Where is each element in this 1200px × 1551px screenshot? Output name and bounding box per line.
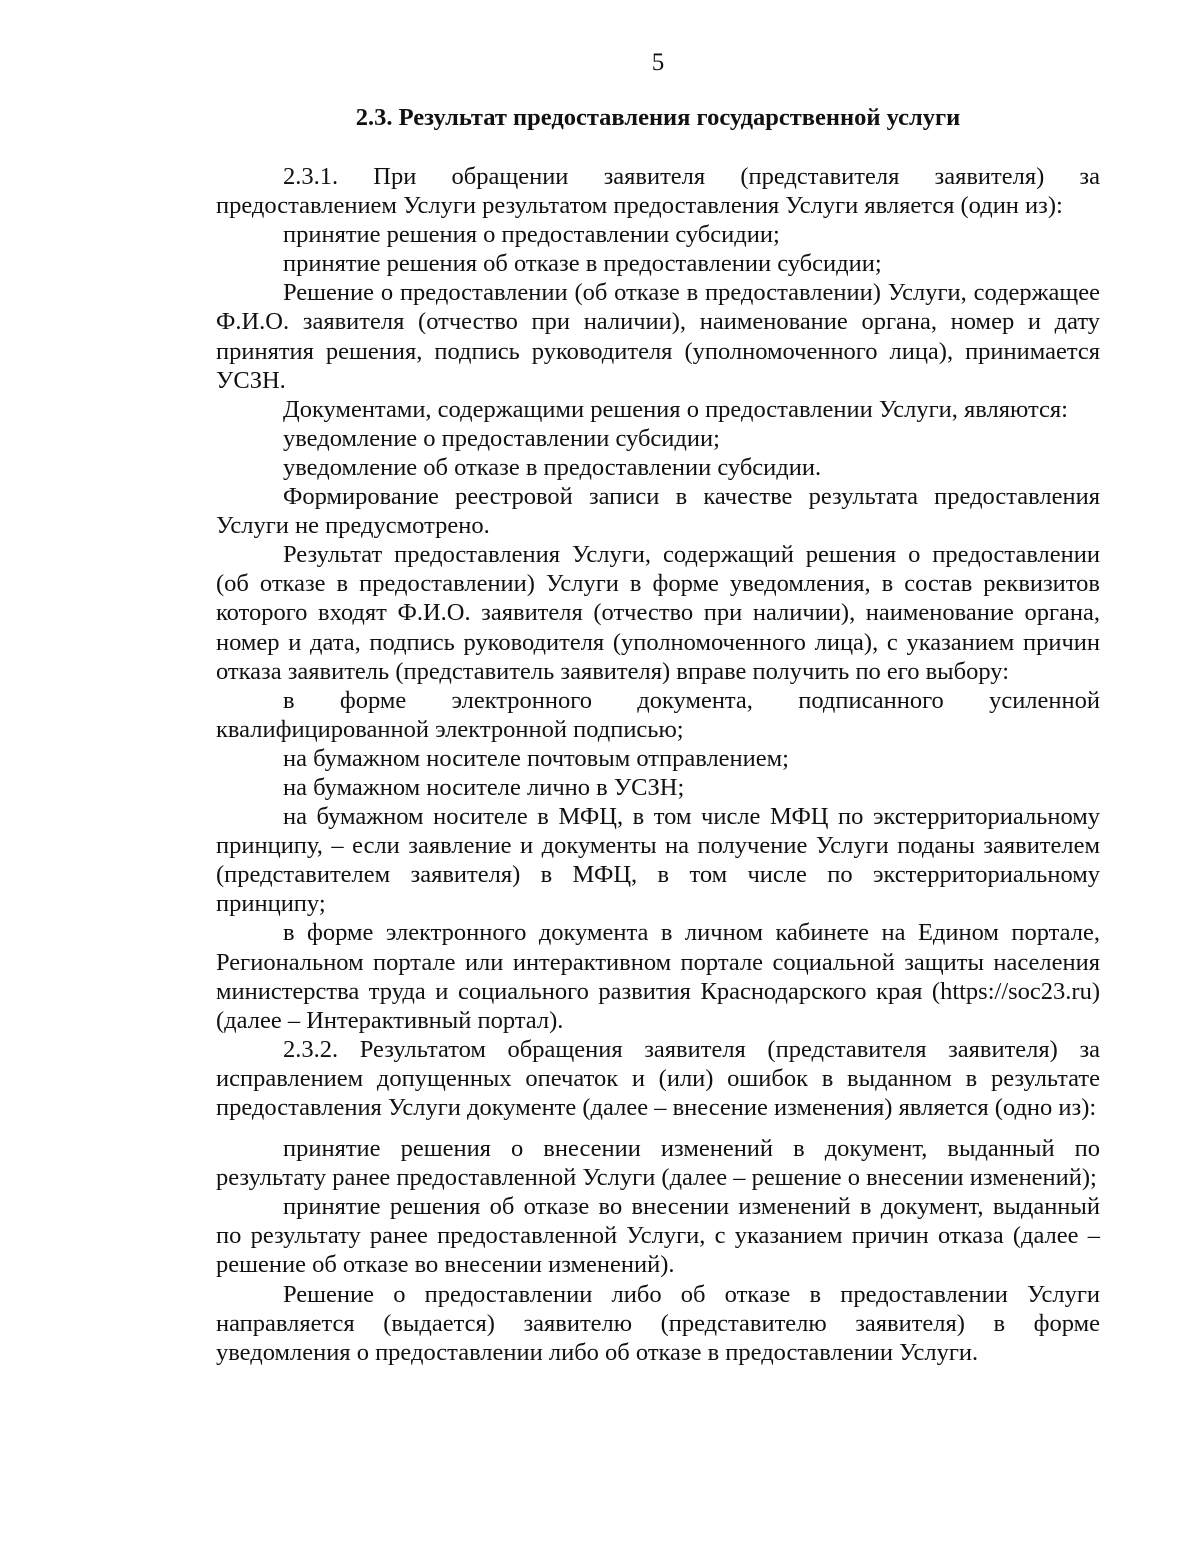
document-body: [216, 162, 1100, 1367]
paragraph: принятие решения об отказе во внесении изменений в документ, выданный по результату ранее предоставленной Услуги, с указанием причин отказа (далее – решение об отказе во внесении изменений).: [216, 1193, 1100, 1279]
paragraph: в форме электронного документа в личном кабинете на Едином портале, Региональном портале или интерактивном портале социальной защиты населения министерства труда и социального развития Краснодарского края (https://soc23.ru) (далее – Интерактивный портал).: [216, 919, 1100, 1034]
paragraph: 2.3.2. Результатом обращения заявителя (представителя заявителя) за исправлением допущенных опечаток и (или) ошибок в выданном в результате предоставления Услуги документе (далее – внесение изменения) является (одно из):: [216, 1035, 1100, 1121]
paragraph: уведомление об отказе в предоставлении субсидии.: [283, 453, 822, 481]
paragraph: принятие решения о внесении изменений в документ, выданный по результату ранее предоставленной Услуги (далее – решение о внесении изменений);: [216, 1135, 1100, 1192]
paragraph: на бумажном носителе почтовым отправлением;: [283, 744, 789, 772]
paragraph: Документами, содержащими решения о предоставлении Услуги, являются:: [283, 395, 1068, 423]
paragraph: 2.3.1. При обращении заявителя (представителя заявителя) за предоставлением Услуги результатом предоставления Услуги является (один из):: [216, 163, 1100, 220]
paragraph: в форме электронного документа, подписанного усиленной квалифицированной электронной подписью;: [216, 686, 1100, 743]
paragraph: принятие решения об отказе в предоставлении субсидии;: [283, 250, 882, 278]
paragraph: уведомление о предоставлении субсидии;: [283, 424, 720, 452]
section-title: 2.3. Результат предоставления государственной услуги: [355, 104, 961, 131]
paragraph: принятие решения о предоставлении субсидии;: [283, 221, 780, 249]
paragraph: Решение о предоставлении (об отказе в предоставлении) Услуги, содержащее Ф.И.О. заявителя (отчество при наличии), наименование органа, номер и дату принятия решения, подпись руководителя (уполномоченного лица), принимается УСЗН.: [216, 279, 1100, 394]
paragraph: Решение о предоставлении либо об отказе в предоставлении Услуги направляется (выдается) заявителю (представителю заявителя) в форме уведомления о предоставлении либо об отказе в предоставлении Услуги.: [216, 1280, 1100, 1366]
paragraph: Формирование реестровой записи в качестве результата предоставления Услуги не предусмотрено.: [216, 483, 1100, 540]
paragraph: Результат предоставления Услуги, содержащий решения о предоставлении (об отказе в предоставлении) Услуги в форме уведомления, в состав реквизитов которого входят Ф.И.О. заявителя (отчество при наличии), наименование органа, номер и дата, подпись руководителя (уполномоченного лица), с указанием причин отказа заявитель (представитель заявителя) вправе получить по его выбору:: [216, 541, 1100, 685]
paragraph: на бумажном носителе в МФЦ, в том числе МФЦ по экстерриториальному принципу, – если заявление и документы на получение Услуги поданы заявителем (представителем заявителя) в МФЦ, в том числе по экстерриториальному принципу;: [216, 803, 1100, 918]
page-number: 5: [651, 49, 665, 76]
paragraph: на бумажном носителе лично в УСЗН;: [283, 773, 685, 801]
